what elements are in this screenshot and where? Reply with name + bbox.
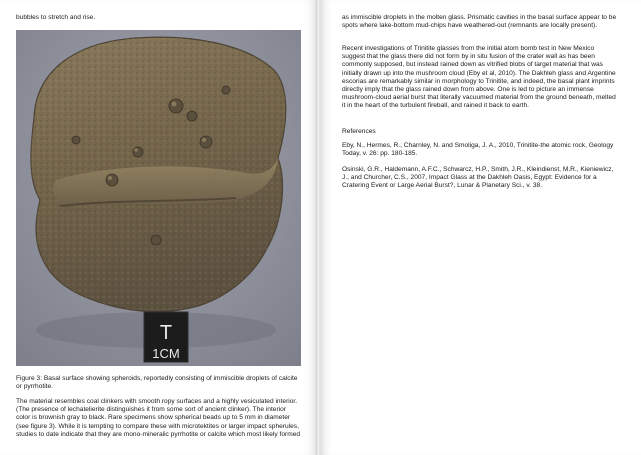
cube-scale-label: 1CM xyxy=(152,346,180,361)
right-page-top-text: as immiscible droplets in the molten glass. Prismatic cavities in the basal surface appear to be spots where lake-bottom mud-chips have weathered-out (remnants are locally present). xyxy=(342,14,617,30)
scale-cube xyxy=(144,312,188,362)
left-page-body: The material resembles coal clinkers with smooth ropy surfaces and a highly vesiculated interior. (The presence of lechatelierite distinguishes it from some sort of ancient clinker). The interior color is brownish gray to black. Rare specimens show spherical beads up to 5 mm in diameter (see figure 3). While it is tempting to compare these with microtektites or larger impact spherules, studies to date indicate that they are mono-mineralic pyrrhotite or calcite which most likely formed xyxy=(16,398,301,438)
right-page-paragraph: Recent investigations of Trinitite glasses from the initial atom bomb test in New Mexico suggest that the glass there did not form by in situ fusion of the crater wall as has been commonly supposed, but instead rained down as vitrified blobs of target material that was initially drawn up into the mushroom cloud (Eby et al, 2010). The Dakhleh glass and Argentine escorias are remarkably similar in morphology to Trinitite, and indeed, the basal plant imprints directly imply that the glass rained down from above. One is led to picture an immense mushroom-cloud aerial burst that literally vacuumed material from the ground beneath, melted it in the heart of the turbulent fireball, and rained it back to earth. xyxy=(342,45,616,110)
rock-specimen-photo xyxy=(16,30,301,366)
right-page xyxy=(320,0,641,455)
figure-caption: Figure 3: Basal surface showing spheroids, reportedly consisting of immiscible droplets of calcite or pyrrhotite. xyxy=(16,375,298,391)
cube-letter: T xyxy=(159,322,173,344)
left-page xyxy=(0,0,317,455)
left-page-top-text: bubbles to stretch and rise. xyxy=(16,14,96,21)
reference-item: Eby, N., Hermes, R., Charnley, N. and Smoliga, J. A., 2010, Trinitite-the atomic rock, Geology Today, v. 26: pp. 180-185. xyxy=(342,142,614,158)
rock-photo-svg xyxy=(16,30,301,366)
references-heading: References xyxy=(342,128,376,135)
reference-item: Osinski, G.R., Haldemann, A.F.C., Schwarcz, H.P., Smith, J.R., Kleindienst, M.R., Kieniewicz, J., and Churcher, C.S., 2007, Impact Glass at the Dakhleh Oasis, Egypt: Evidence for a Cratering Event or Large Aerial Burst?, Lunar & Planetary Sci., v. 38. xyxy=(342,166,614,190)
